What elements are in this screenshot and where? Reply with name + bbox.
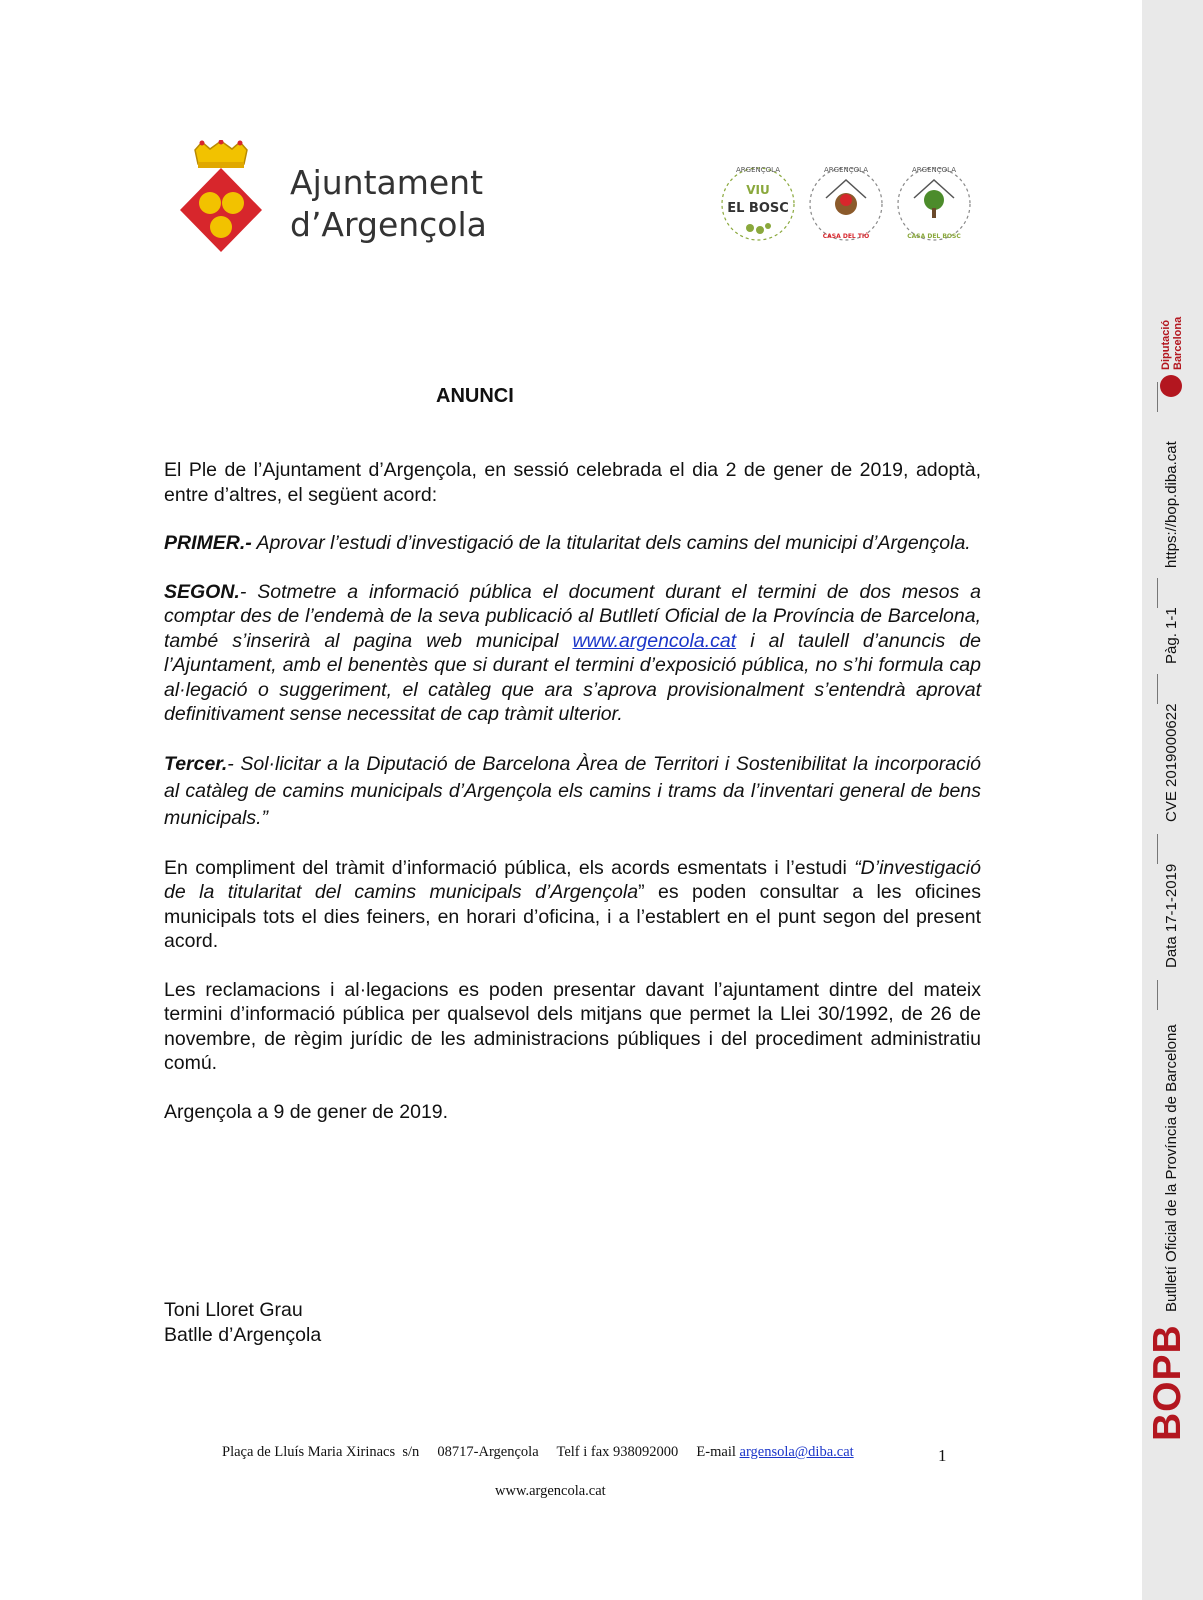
- date-line: Argençola a 9 de gener de 2019.: [164, 1100, 449, 1123]
- document-body: [164, 458, 981, 1148]
- intro-paragraph: El Ple de l’Ajuntament d’Argençola, en sessió celebrada el dia 2 de gener de 2019, adoptà, entre d’altres, el següent acord:: [164, 459, 981, 506]
- diputacio-line1: Diputació: [1160, 319, 1172, 370]
- crown-icon: [195, 140, 247, 168]
- footer-email-link[interactable]: argensola@diba.cat: [739, 1444, 854, 1460]
- website-link[interactable]: www.argencola.cat: [572, 629, 737, 652]
- sidebar-page: Pàg. 1-1: [1163, 607, 1180, 664]
- badge-1-top: ARGENÇOLA: [736, 166, 780, 174]
- reclamacions-paragraph: Les reclamacions i al·legacions es poden presentar davant l’ajuntament dintre del mateix termini d’informació pública per qualsevol dels mitjans que permet la Llei 30/1992, de 26 de novembre, de règim jurídic de les administracions públiques i del procediment administratiu comú.: [164, 978, 981, 1074]
- compliment-text-b: ” es poden consultar a les oficines municipals tots el dies feiners, en horari d’oficina, i a l’establert en el punt segon del present acord.: [164, 881, 981, 952]
- sidebar-separator: [1157, 980, 1158, 1010]
- badge-3-top: ARGENÇOLA: [912, 166, 956, 174]
- org-name: [290, 162, 487, 246]
- signature-block: [164, 1298, 321, 1347]
- compliment-paragraph: [164, 856, 981, 954]
- signer-name: Toni Lloret Grau: [164, 1299, 303, 1321]
- badge-1-line2: EL BOSC: [727, 201, 789, 216]
- viu-el-bosc-badge: [722, 166, 794, 240]
- diputacio-line2: Barcelona: [1172, 316, 1184, 370]
- sidebar-cve: CVE 2019000622: [1163, 703, 1180, 822]
- segon-text-a: - Sotmetre a informació pública el document durant el termini de dos mesos a comptar des de l’endemà de la seva publicació al Butlletí Oficial de la Província de Barcelona, també s’inserirà al pagina web municipal: [164, 580, 981, 652]
- shield-icon: [180, 168, 262, 252]
- primer-text: Aprovar l’estudi d’investigació de la titularitat dels camins del municipi d’Argençola.: [251, 532, 971, 554]
- org-name-line1: Ajuntament: [290, 163, 484, 202]
- footer-website: www.argencola.cat: [495, 1483, 606, 1499]
- signer-role: Batlle d’Argençola: [164, 1323, 322, 1346]
- bopb-logo: BOPB: [1146, 1324, 1189, 1441]
- program-badges: [718, 158, 974, 250]
- casa-del-bosc-badge: [898, 166, 970, 240]
- primer-label: PRIMER.-: [164, 532, 252, 554]
- sidebar-separator: [1157, 834, 1158, 864]
- segon-label: SEGON.: [164, 580, 240, 603]
- diputacio-label: [1160, 317, 1184, 370]
- sidebar-bulletin-name: Butlletí Oficial de la Província de Barcelona: [1163, 1024, 1180, 1312]
- primer-paragraph: [164, 531, 981, 556]
- sidebar-date: Data 17-1-2019: [1163, 863, 1180, 968]
- diputacio-logo-icon: [1160, 375, 1182, 397]
- compliment-text-a: En compliment del tràmit d’informació pública, els acords esmentats i l’estudi: [164, 856, 855, 879]
- badge-2-top: ARGENÇOLA: [824, 166, 868, 174]
- segon-text-b: i al taulell d’anuncis de l’Ajuntament, amb el benentès que si durant el termini d’exposició pública, no s’hi formula cap al·legació o suggeriment, el catàleg que ara s’aprova provisionalment s’entendrà aprovat definitivament sense necessitat de cap tràmit ulterior.: [164, 629, 981, 725]
- segon-paragraph: [164, 580, 981, 727]
- badge-1-line1: VIU: [746, 183, 770, 197]
- sidebar-url[interactable]: https://bop.diba.cat: [1163, 441, 1180, 568]
- sidebar-separator: [1157, 382, 1158, 412]
- tercer-label: Tercer.: [164, 752, 228, 775]
- badge-2-bottom: CASA DEL TIÓ: [822, 233, 870, 240]
- footer-address-line: [222, 1444, 854, 1461]
- page-number: 1: [938, 1446, 947, 1465]
- sidebar-separator: [1157, 674, 1158, 704]
- compliment-study-title: “D’investigació de la titularitat del camins municipals d’Argençola: [164, 856, 981, 903]
- org-name-line2: d’Argençola: [290, 205, 487, 244]
- tercer-paragraph: [164, 751, 981, 832]
- sidebar-separator: [1157, 578, 1158, 608]
- casa-del-tio-badge: [810, 166, 882, 240]
- tercer-text: - Sol·licitar a la Diputació de Barcelona Àrea de Territori i Sostenibilitat la incorporació al catàleg de camins municipals d’Argençola els camins i trams da l’inventari general de bens municipals.”: [164, 752, 981, 829]
- document-title: ANUNCI: [436, 385, 514, 407]
- badge-3-bottom: CASA DEL BOSC: [907, 233, 961, 240]
- footer-address: Plaça de Lluís Maria Xirinacs s/n 08717-Argençola Telf i fax 938092000 E-mail: [222, 1444, 740, 1460]
